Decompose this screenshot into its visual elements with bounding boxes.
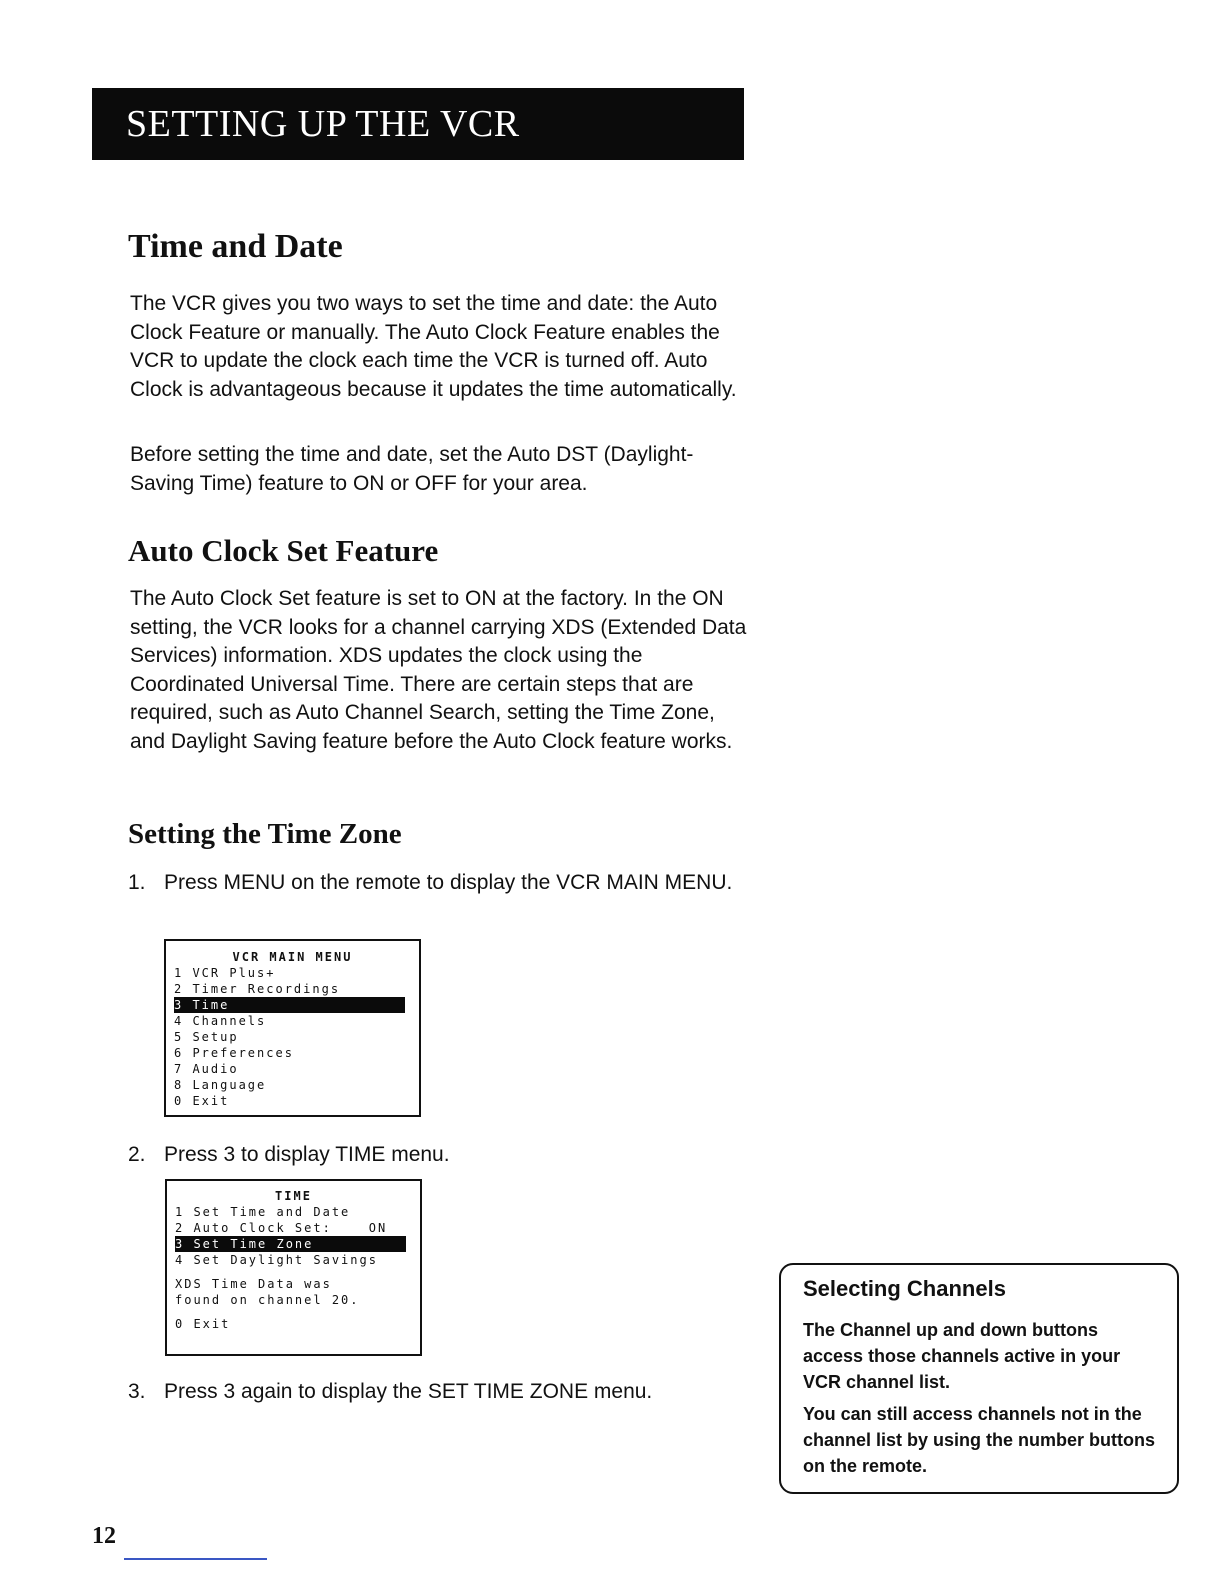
- step-number: 3.: [128, 1380, 146, 1403]
- page-number: 12: [92, 1523, 116, 1549]
- step-text: Press 3 to display TIME menu.: [164, 1143, 450, 1166]
- menu-title: TIME: [275, 1189, 312, 1203]
- menu-item: 2 Auto Clock Set: ON: [175, 1221, 388, 1235]
- paragraph-auto-clock: The Auto Clock Set feature is set to ON at the factory. In the ON setting, the VCR looks for a channel carrying XDS (Extended Data Services) information. XDS updates the clock using the Coordinated Universal Time. There are certain steps that are required, such as Auto Channel Search, setting the Time Zone, and Daylight Saving feature before the Auto Clock feature works.: [130, 587, 747, 753]
- menu-exit-item: 0 Exit: [175, 1317, 231, 1331]
- menu-item: 4 Channels: [174, 1014, 267, 1028]
- paragraph-time-intro: The VCR gives you two ways to set the time and date: the Auto Clock Feature or manually. The Auto Clock Feature enables the VCR to update the clock each time the VCR is turned off. Auto Clock is advantageous because it updates the time automatically.: [130, 292, 737, 401]
- step-2: [128, 1141, 748, 1171]
- sidebar-title: Selecting Channels: [803, 1276, 1006, 1301]
- time-menu-screen: [165, 1179, 422, 1356]
- menu-item: 0 Exit: [174, 1094, 230, 1108]
- sidebar-paragraph: The Channel up and down buttons access those channels active in your VCR channel list.: [803, 1320, 1121, 1392]
- menu-item: 1 Set Time and Date: [175, 1205, 351, 1219]
- xds-message-line: XDS Time Data was: [175, 1277, 332, 1291]
- menu-item-highlighted: 3 Time: [174, 997, 405, 1013]
- sidebar-paragraph: You can still access channels not in the channel list by using the number buttons on the remote.: [803, 1404, 1156, 1476]
- step-number: 1.: [128, 871, 146, 894]
- heading-setting-time-zone: Setting the Time Zone: [128, 818, 402, 850]
- heading-time-and-date: Time and Date: [128, 228, 343, 265]
- menu-title: VCR MAIN MENU: [232, 950, 353, 964]
- step-text: Press 3 again to display the SET TIME ZONE menu.: [164, 1380, 653, 1403]
- menu-item: 4 Set Daylight Savings: [175, 1253, 378, 1267]
- menu-item: 7 Audio: [174, 1062, 239, 1076]
- step-3: [128, 1378, 748, 1408]
- vcr-main-menu-screen: [164, 939, 421, 1117]
- paragraph-auto-dst: Before setting the time and date, set the Auto DST (Daylight-Saving Time) feature to ON or OFF for your area.: [130, 443, 694, 495]
- step-text: Press MENU on the remote to display the VCR MAIN MENU.: [164, 871, 733, 894]
- menu-item: 5 Setup: [174, 1030, 239, 1044]
- menu-item: 2 Timer Recordings: [174, 982, 341, 996]
- xds-message-line: found on channel 20.: [175, 1293, 360, 1307]
- sidebar-selecting-channels: [779, 1263, 1179, 1494]
- step-1: [128, 869, 748, 929]
- heading-auto-clock-set: Auto Clock Set Feature: [128, 533, 439, 568]
- menu-item-highlighted: 3 Set Time Zone: [175, 1236, 406, 1252]
- menu-item: 1 VCR Plus+: [174, 966, 276, 980]
- step-number: 2.: [128, 1143, 146, 1166]
- menu-item: 8 Language: [174, 1078, 267, 1092]
- chapter-banner: SETTING UP THE VCR: [92, 88, 744, 160]
- page-footer-rule: [124, 1558, 267, 1560]
- menu-item: 6 Preferences: [174, 1046, 294, 1060]
